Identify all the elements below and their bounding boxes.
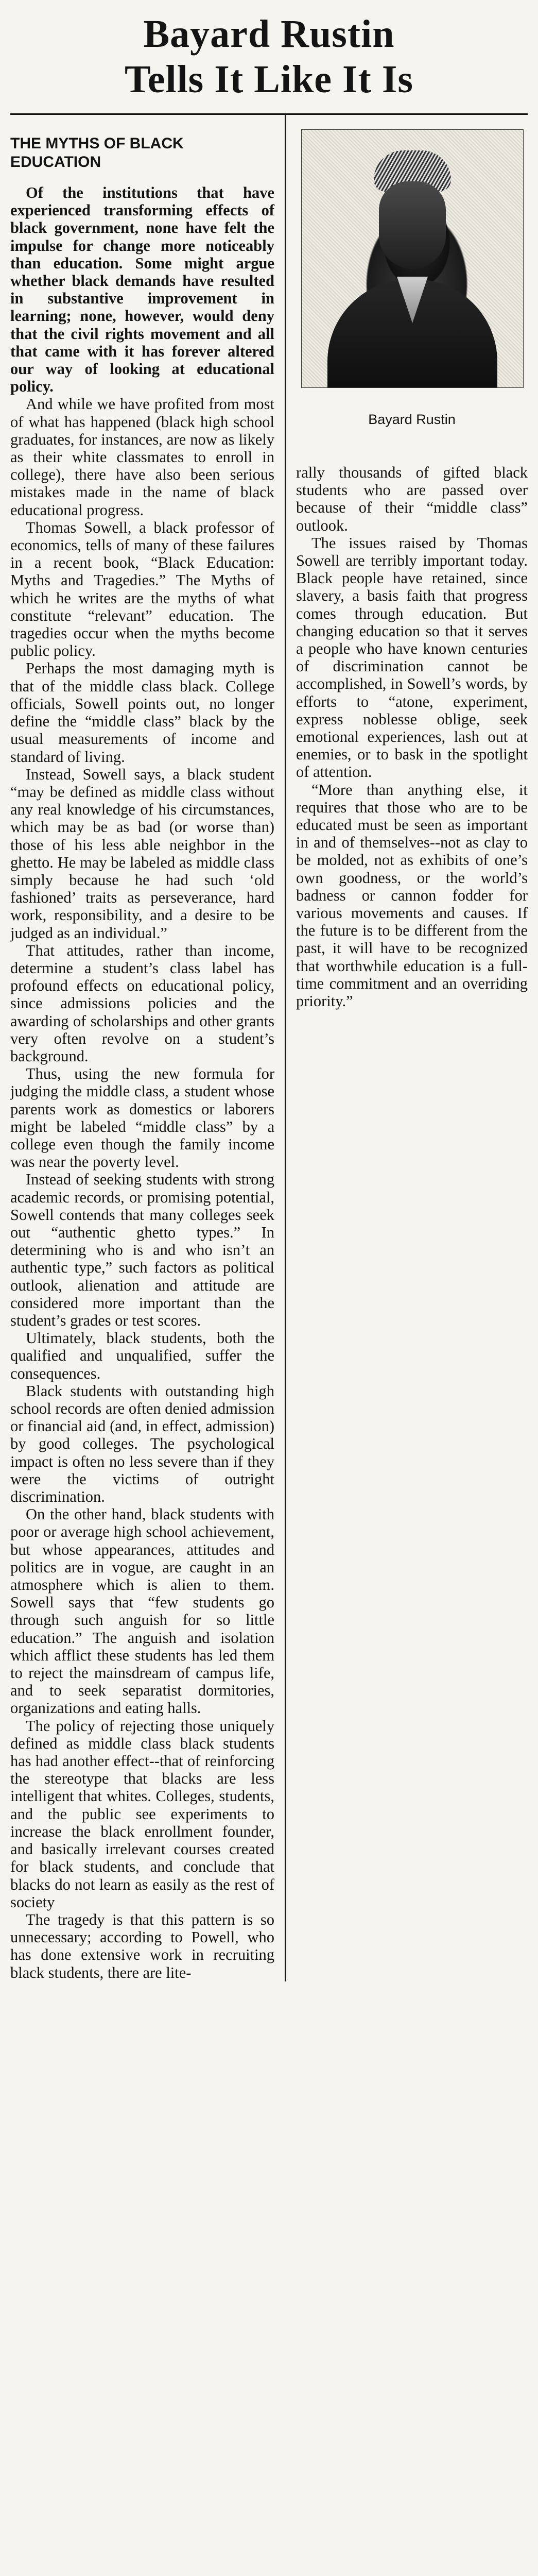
body-paragraph: Thus, using the new formula for judging the middle class, a student whose parents work as domestics or laborers might be labeled “middle class” by a college even though the family income was near the poverty level. <box>10 1065 274 1171</box>
headline-line-1: Bayard Rustin <box>143 12 395 56</box>
body-paragraph: Instead of seeking students with strong academic records, or promising potential, Sowell contends that many colleges seek out “authentic ghetto types.” In determining who is and who isn’t an authentic type,” such factors as political outlook, alienation and attitude are considered more important than the student’s grades or test scores. <box>10 1171 274 1329</box>
body-paragraph: And while we have profited from most of what has happened (black high school graduates, for instances, are now as likely as their white classmates to enroll in college), there have also been serious mistakes made in the name of black educational progress. <box>10 395 274 519</box>
section-subhead: THE MYTHS OF BLACK EDUCATION <box>10 135 184 171</box>
headline-line-2: Tells It Like It Is <box>125 58 413 101</box>
headline <box>10 11 528 102</box>
body-paragraph: That attitudes, rather than income, determine a student’s class label has profound effects on educational policy, since admissions policies and the awarding of scholarships and other grants very often revolve on a student’s background. <box>10 941 274 1065</box>
body-paragraph: rally thousands of gifted black students who are passed over because of their “middle class” outlook. <box>296 464 528 534</box>
body-paragraph: “More than anything else, it requires that those who are to be educated must be seen as important in and of themselves--not as clay to be molded, not as exhibits of one’s own goodness, or the world’s badness or cannon fodder for various movements and causes. If the future is to be different from the past, it will have to be recognized that worthwhile education is a full-time commitment and an overriding priority.” <box>296 781 528 1010</box>
body-paragraph: Ultimately, black students, both the qualified and unqualified, suffer the consequences. <box>10 1329 274 1382</box>
article-columns <box>10 115 528 1981</box>
author-photo <box>301 129 524 388</box>
left-column <box>10 115 286 1981</box>
body-paragraph: Thomas Sowell, a black professor of economics, tells of many of these failures in a recent book, “Black Education: Myths and Tragedies.” The Myths of which he writes are the myths of what constitute “relevant” education. The tragedies occur when the myths become public policy. <box>10 518 274 660</box>
body-paragraph: The policy of rejecting those uniquely defined as middle class black students has had another effect--that of reinforcing the stereotype that blacks are less intelligent that whites. Colleges, students, and the public see experiments to increase the black enrollment founder, and basically irrelevant courses created for black students, and conclude that blacks do not learn as easily as the rest of society <box>10 1717 274 1911</box>
lead-paragraph: Of the institutions that have experienced transforming effects of black government, none have felt the impulse for change more noticeably than education. Some might argue whether black demands have resulted in substantive improvement in learning; none, however, would deny that the civil rights movement and all that came with it has forever altered our way of looking at educational policy. <box>10 184 274 396</box>
photo-face-shape <box>379 181 446 269</box>
body-paragraph: The issues raised by Thomas Sowell are terribly important today. Black people have retained, since slavery, a basis faith that progress comes through education. But changing education so that it serves a people who have known centuries of discrimination cannot be accomplished, in Sowell’s words, by efforts to “atone, experiment, express noblesse oblige, seek emotional experiences, lash out at enemies, or to bask in the spotlight of attention. <box>296 534 528 781</box>
photo-caption: Bayard Rustin <box>368 412 456 427</box>
body-paragraph: On the other hand, black students with poor or average high school achievement, but whose appearances, attitudes and politics are in vogue, are caught in an atmosphere which is alien to them. Sowell says that “few students go through such anguish for so little education.” The anguish and isolation which afflict these students has led them to reject the mainsdream of campus life, and to seek separatist dormitories, organizations and eating halls. <box>10 1505 274 1717</box>
body-paragraph: Instead, Sowell says, a black student “may be defined as middle class without any real knowledge of his circumstances, which may be as bad (or worse than) those of his less able neighbor in the ghetto. He may be labeled as middle class simply because he had such ‘old fashioned’ traits as perseverance, hard work, responsibility, and a desire to be judged as an individual.” <box>10 765 274 942</box>
body-paragraph: Black students with outstanding high school records are often denied admission or financial aid (and, in effect, admission) by good colleges. The psychological impact is often no less severe than if they were the victims of outright discrimination. <box>10 1382 274 1506</box>
lead-block <box>10 184 274 395</box>
body-paragraph: The tragedy is that this pattern is so unnecessary; according to Powell, who has done extensive work in recruiting black students, there are lite- <box>10 1910 274 1981</box>
body-paragraph: Perhaps the most damaging myth is that of the middle class black. College officials, Sowell points out, no longer define the “middle class” black by the usual measurements of income and standard of living. <box>10 659 274 766</box>
continuation-block <box>296 464 528 534</box>
author-photo-block <box>301 129 523 428</box>
right-column <box>286 115 528 1981</box>
